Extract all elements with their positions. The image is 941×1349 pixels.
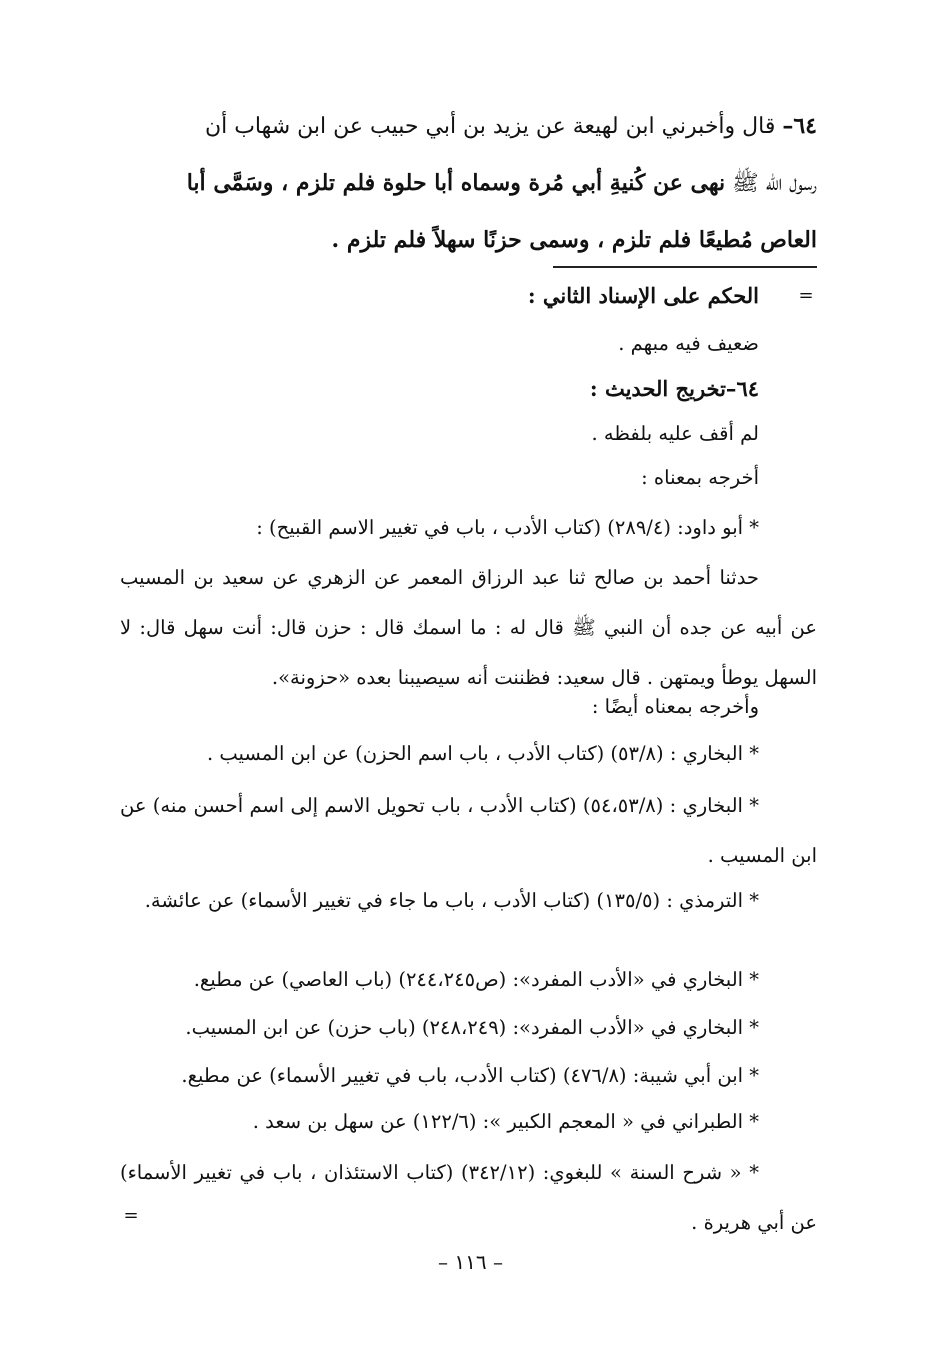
hadith-line3-bold: العاص مُطيعًا فلم تلزم ، وسمى حزنًا سهلاً فلم تلزم .	[331, 227, 817, 253]
hadith-line-1: ٦٤– قال وأخبرني ابن لهيعة عن يزيد بن أبي حبيب عن ابن شهاب أن	[204, 113, 817, 139]
isnad-heading: الحكم على الإسناد الثاني :	[527, 283, 759, 308]
also-by-meaning-text: وأخرجه بمعناه أيضًا :	[591, 695, 759, 718]
hadith-line-3	[120, 212, 817, 269]
continuation-marker-bottom: =	[123, 1205, 139, 1226]
hadith-line1-text: قال وأخبرني ابن لهيعة عن يزيد بن أبي حبيب عن ابن شهاب أن	[204, 114, 776, 139]
by-meaning-text: أخرجه بمعناه :	[641, 466, 759, 489]
hadith-line2-bold: نهى عن كُنيةِ أبي مُرة وسماه أبا حلوة فلم تلزم ، وسَمَّى أبا	[186, 170, 726, 196]
footnote-separator	[553, 266, 817, 268]
not-found-text: لم أقف عليه بلفظه .	[591, 422, 759, 445]
abu-dawud-text: حدثنا أحمد بن صالح ثنا عبد الرزاق المعمر عن الزهري عن سعيد بن المسيب عن أبيه عن جده أن النبي ﷺ قال له : ما اسمك قال : حزن قال: أنت سهل قال: لا السهل يوطأ ويمتهن . قال سعيد: فظننت أنه سيصيبنا بعده «حزونة».	[120, 566, 817, 689]
continuation-marker-top: =	[798, 285, 814, 306]
ref-ibn-abi-shayba: * ابن أبي شيبة: (٤٧٦/٨) (كتاب الأدب، باب في تغيير الأسماء) عن مطيع.	[181, 1064, 759, 1087]
abu-dawud-ref: * أبو داود: (٢٨٩/٤) (كتاب الأدب ، باب في تغيير الاسم القبيح) :	[256, 516, 759, 539]
page-number: – ١١٦ –	[438, 1250, 503, 1274]
hadith-line-2	[120, 155, 817, 212]
ref-bukhari-adab-2: * البخاري في «الأدب المفرد»: (٢٤٨،٢٤٩) (باب حزن) عن ابن المسيب.	[185, 1016, 759, 1039]
ref-tirmidhi: * الترمذي : (١٣٥/٥) (كتاب الأدب ، باب ما جاء في تغيير الأسماء) عن عائشة.	[144, 889, 759, 912]
isnad-ruling: ضعيف فيه مبهم .	[618, 332, 759, 355]
hadith-line2-plain: رسول الله ﷺ	[732, 171, 817, 196]
ref-bukhari-adab-1: * البخاري في «الأدب المفرد»: (ص٢٤٤،٢٤٥) (باب العاصي) عن مطيع.	[193, 968, 759, 991]
ref-baghawi: * « شرح السنة » للبغوي: (٣٤٢/١٢) (كتاب الاستئذان ، باب في تغيير الأسماء) عن أبي هريرة .	[120, 1161, 817, 1234]
ref-tabarani: * الطبراني في « المعجم الكبير »: (١٢٢/٦) عن سهل بن سعد .	[252, 1110, 759, 1133]
ref-bukhari-1: * البخاري : (٥٣/٨) (كتاب الأدب ، باب اسم الحزن) عن ابن المسيب .	[206, 742, 759, 765]
takhrij-heading: ٦٤–تخريج الحديث :	[589, 376, 759, 401]
hadith-number: ٦٤	[793, 113, 817, 139]
hadith-text	[120, 98, 817, 269]
ref-bukhari-2: * البخاري : (٥٤،٥٣/٨) (كتاب الأدب ، باب تحويل الاسم إلى اسم أحسن منه) عن ابن المسيب .	[120, 794, 817, 867]
